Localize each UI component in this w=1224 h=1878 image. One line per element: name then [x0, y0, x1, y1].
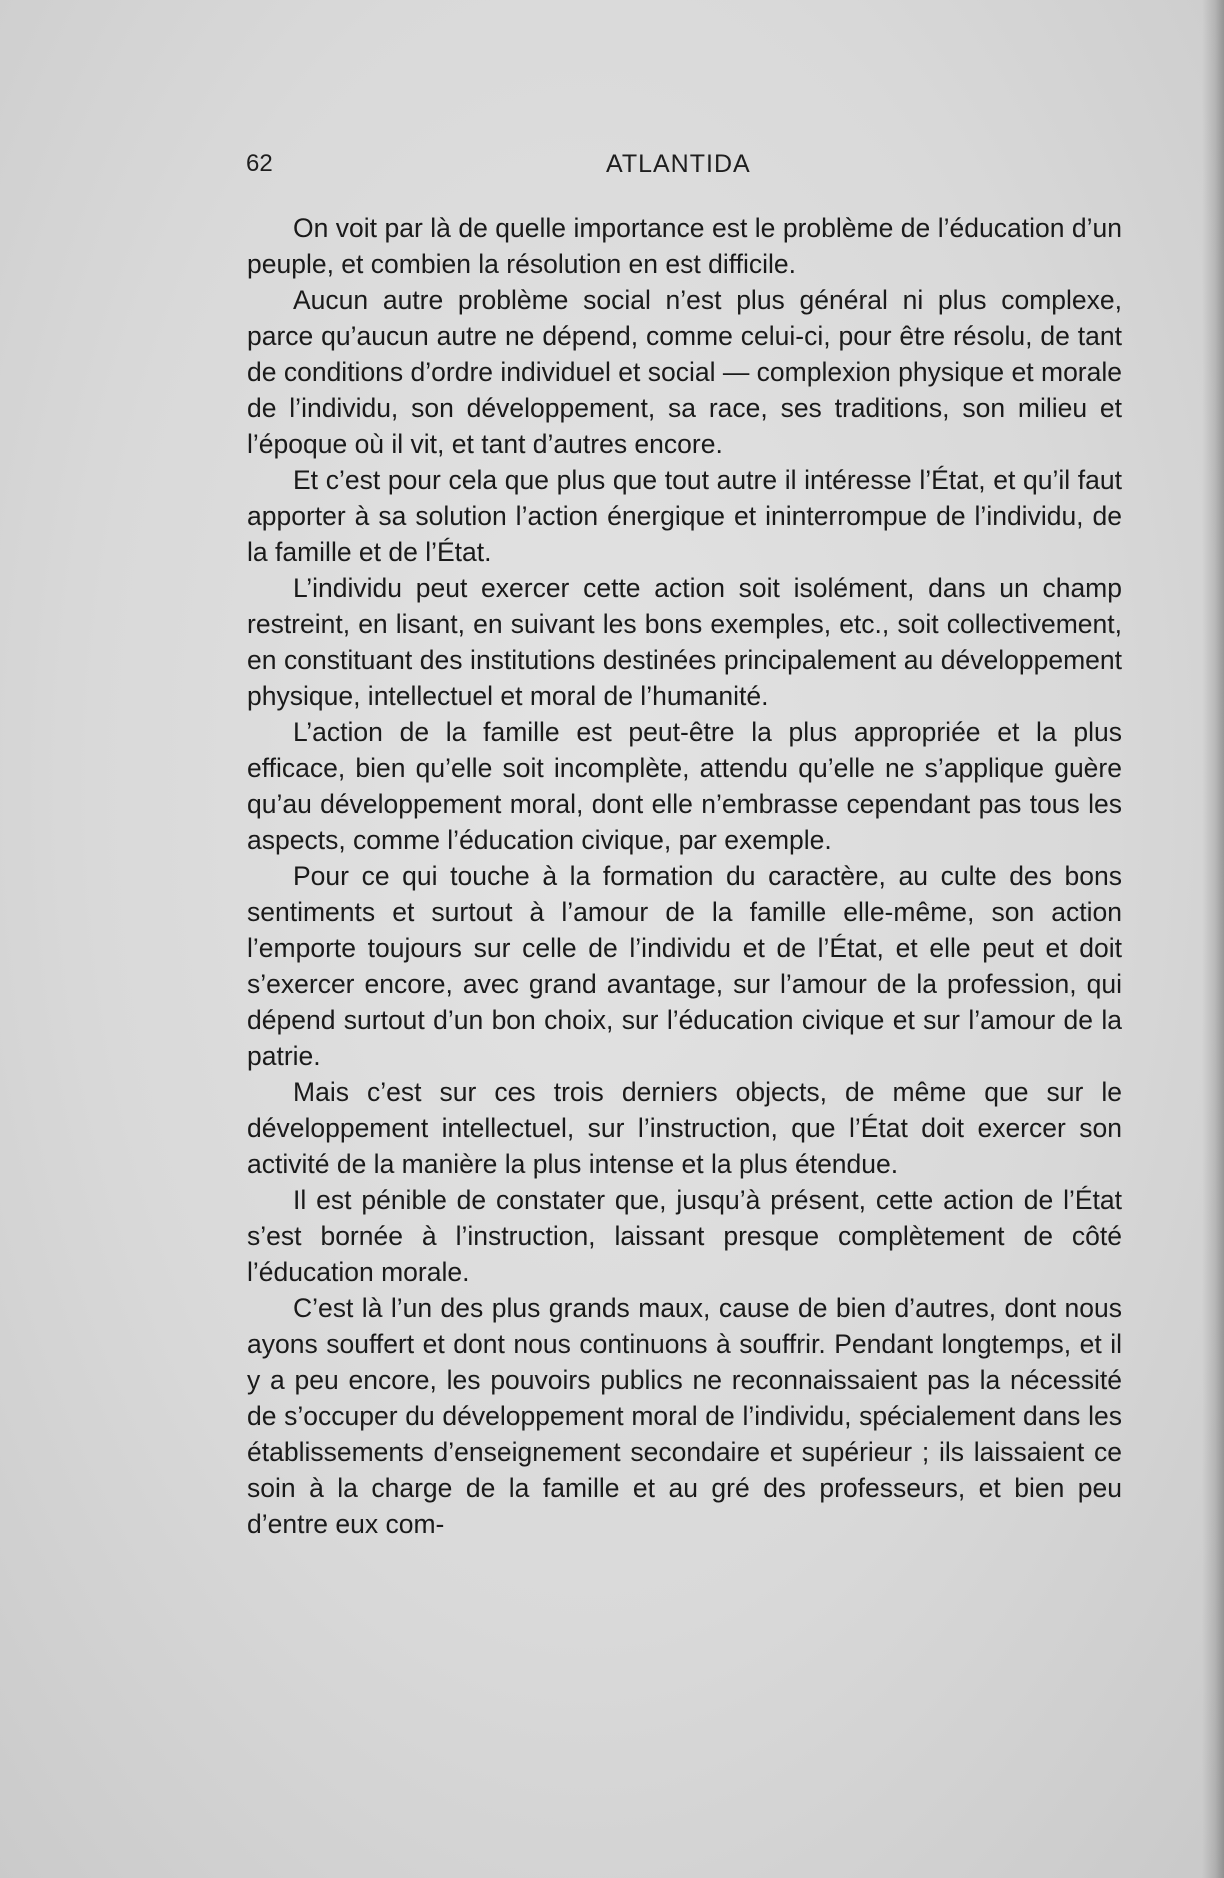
page-edge-shadow: [1202, 0, 1224, 1878]
paragraph: On voit par là de quelle importance est le problème de l’éducation d’un peuple, et combien la résolution en est difficile.: [247, 213, 1122, 279]
paragraph: L’individu peut exercer cette action soit isolément, dans un champ restreint, en lisant, en suivant les bons exemples, etc., soit collectivement, en constituant des institutions destinées principalement au développement physique, intellectuel et moral de l’humanité.: [247, 573, 1122, 711]
paragraph: L’action de la famille est peut-être la plus appropriée et la plus efficace, bien qu’elle soit incomplète, attendu qu’elle ne s’applique guère qu’au développement moral, dont elle n’embrasse cependant pas tous les aspects, comme l’éducation civique, par exemple.: [247, 717, 1122, 855]
paragraph: C’est là l’un des plus grands maux, cause de bien d’autres, dont nous ayons souffert et dont nous continuons à souffrir. Pendant longtemps, et il y a peu encore, les pouvoirs publics ne reconnaissaient pas la nécessité de s’occuper du développement moral de l’individu, spécialement dans les établissements d’enseignement secondaire et supérieur ; ils laissaient ce soin à la charge de la famille et au gré des professeurs, et bien peu d’entre eux com-: [247, 1293, 1122, 1539]
paragraph: Il est pénible de constater que, jusqu’à présent, cette action de l’État s’est bornée à l’instruction, laissant presque complètement de côté l’éducation morale.: [247, 1185, 1122, 1287]
paragraph: Pour ce qui touche à la formation du caractère, au culte des bons sentiments et surtout à l’amour de la famille elle-même, son action l’emporte toujours sur celle de l’individu et de l’État, et elle peut et doit s’exercer encore, avec grand avantage, sur l’amour de la profession, qui dépend surtout d’un bon choix, sur l’éducation civique et sur l’amour de la patrie.: [247, 861, 1122, 1071]
page-number: 62: [246, 150, 273, 177]
paragraph: Mais c’est sur ces trois derniers objects, de même que sur le développement intellectuel, sur l’instruction, que l’État doit exercer son activité de la manière la plus intense et la plus étendue.: [247, 1077, 1122, 1179]
paragraph: Et c’est pour cela que plus que tout autre il intéresse l’État, et qu’il faut apporter à sa solution l’action énergique et ininterrompue de l’individu, de la famille et de l’État.: [247, 465, 1122, 567]
running-title: ATLANTIDA: [606, 150, 751, 178]
paragraph: Aucun autre problème social n’est plus général ni plus complexe, parce qu’aucun autre ne dépend, comme celui-ci, pour être résolu, de tant de conditions d’ordre individuel et social — complexion physique et morale de l’individu, son développement, sa race, ses traditions, son milieu et l’époque où il vit, et tant d’autres encore.: [247, 285, 1122, 459]
body-text: [247, 210, 1122, 1542]
running-head: [246, 150, 1124, 186]
